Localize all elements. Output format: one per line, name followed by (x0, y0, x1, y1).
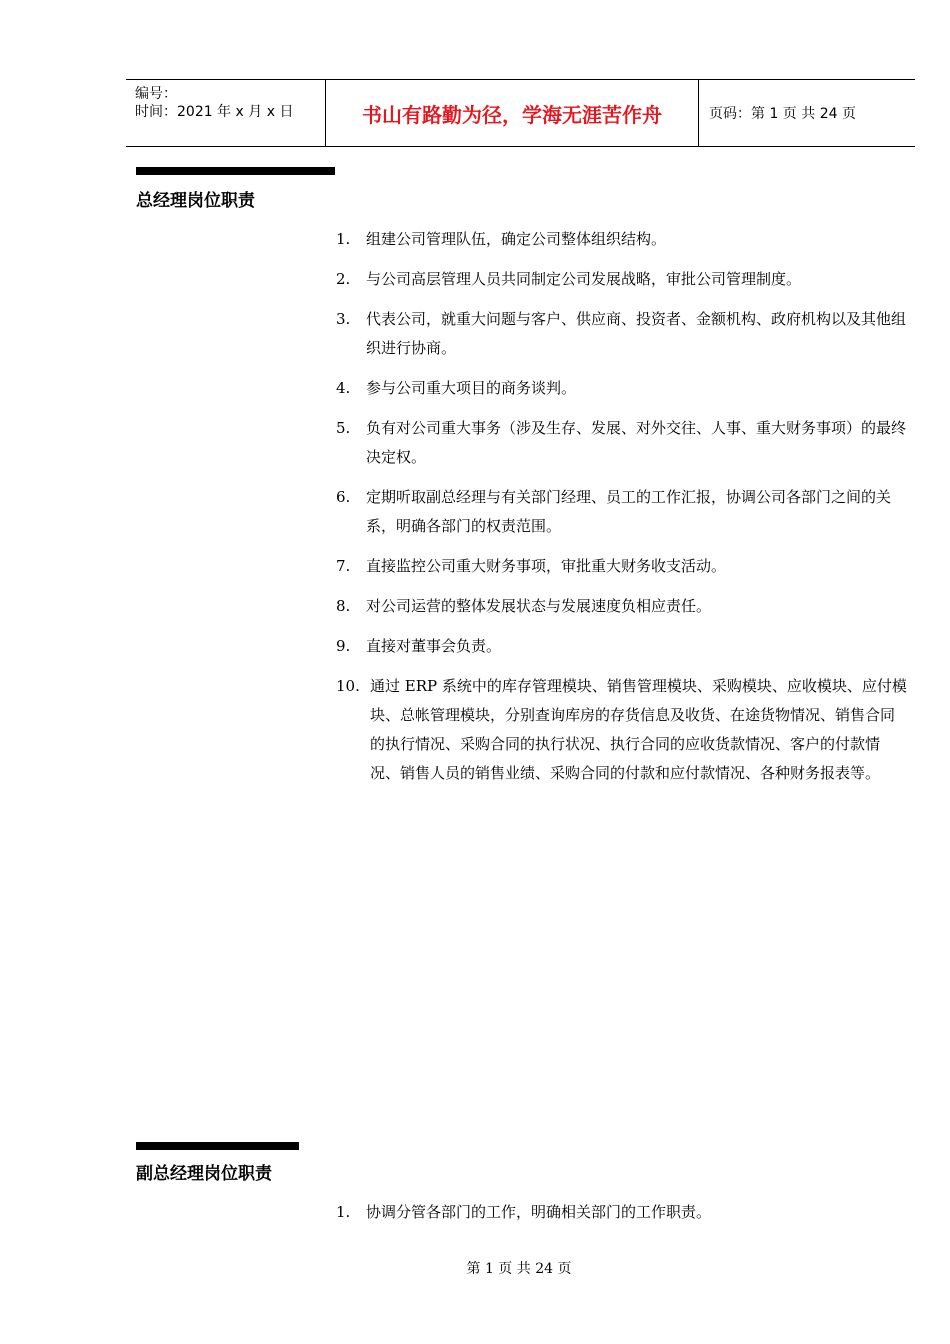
list-item (336, 672, 908, 788)
list-item (336, 1198, 908, 1227)
section-divider-bar (136, 1142, 299, 1150)
item-text: 参与公司重大项目的商务谈判。 (366, 379, 577, 397)
item-number: 9. (336, 637, 351, 655)
item-text: 与公司高层管理人员共同制定公司发展战略，审批公司管理制度。 (366, 270, 802, 288)
section-title-general-manager: 总经理岗位职责 (136, 191, 255, 211)
item-text: 定期听取副总经理与有关部门经理、员工的工作汇报，协调公司各部门之间的关系，明确各部门的权责范围。 (366, 488, 892, 535)
page-footer: 第 1 页 共 24 页 (466, 1261, 572, 1277)
section-title-deputy-general-manager: 副总经理岗位职责 (136, 1164, 272, 1184)
list-item (336, 414, 908, 472)
list-item (336, 305, 908, 363)
item-number: 6. (336, 488, 351, 506)
header-motto: 书山有路勤为径，学海无涯苦作舟 (326, 80, 699, 146)
item-text: 代表公司，就重大问题与客户、供应商、投资者、金额机构、政府机构以及其他组织进行协商。 (366, 310, 907, 357)
list-item (336, 374, 908, 403)
time-label: 时间：2021 年 x 月 x 日 (135, 104, 294, 120)
duty-list-general-manager (336, 225, 908, 799)
item-text: 直接对董事会负责。 (366, 637, 502, 655)
header-meta (126, 80, 326, 146)
list-item (336, 265, 908, 294)
item-number: 1. (336, 230, 351, 248)
item-text: 组建公司管理队伍，确定公司整体组织结构。 (366, 230, 667, 248)
list-item (336, 483, 908, 541)
section-divider-bar (136, 167, 335, 175)
item-text: 通过 ERP 系统中的库存管理模块、销售管理模块、采购模块、应收模块、应付模块、总帐管理模块，分别查询库房的存货信息及收货、在途货物情况、销售合同的执行情况、采购合同的执行状况、执行合同的应收货款情况、客户的付款情况、销售人员的销售业绩、采购合同的付款和应付款情况、各种财务报表等。 (370, 677, 907, 782)
header-page-label: 页码：第 1 页 共 24 页 (709, 106, 856, 122)
item-number: 4. (336, 379, 351, 397)
item-number: 7. (336, 557, 351, 575)
item-text: 负有对公司重大事务（涉及生存、发展、对外交往、人事、重大财务事项）的最终决定权。 (366, 419, 907, 466)
page-header (126, 79, 915, 147)
item-number: 1. (336, 1203, 351, 1221)
item-number: 3. (336, 310, 351, 328)
code-label: 编号： (135, 86, 177, 102)
list-item (336, 592, 908, 621)
item-text: 协调分管各部门的工作，明确相关部门的工作职责。 (366, 1203, 712, 1221)
item-text: 直接监控公司重大财务事项，审批重大财务收支活动。 (366, 557, 727, 575)
list-item (336, 225, 908, 254)
item-number: 8. (336, 597, 351, 615)
item-text: 对公司运营的整体发展状态与发展速度负相应责任。 (366, 597, 712, 615)
item-number: 10. (336, 677, 360, 695)
duty-list-deputy-general-manager (336, 1198, 908, 1238)
item-number: 2. (336, 270, 351, 288)
item-number: 5. (336, 419, 351, 437)
list-item (336, 632, 908, 661)
list-item (336, 552, 908, 581)
